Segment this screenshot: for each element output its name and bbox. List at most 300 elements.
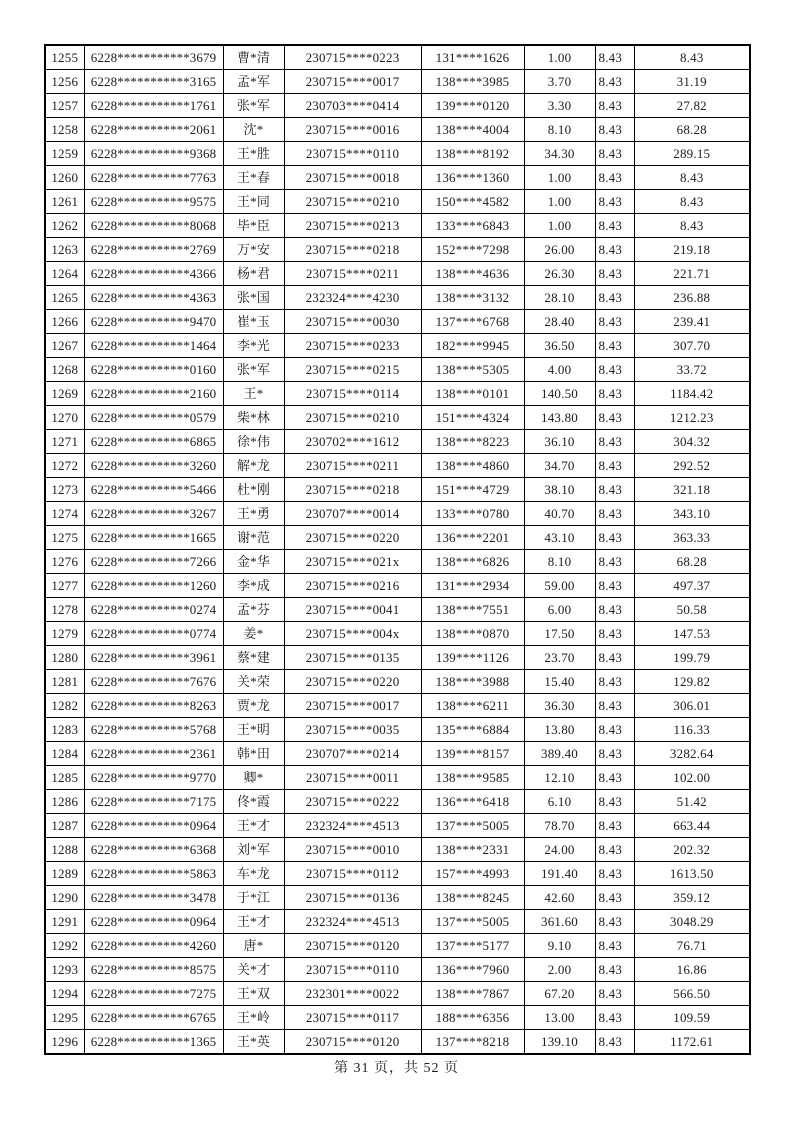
table-row (45, 430, 750, 454)
table-cell-phone: 138****6211 (421, 694, 524, 718)
table-cell-seq: 1275 (45, 526, 84, 550)
table-cell-id: 230715****0018 (284, 166, 421, 190)
table-cell-price: 8.43 (595, 886, 634, 910)
table-cell-total: 16.86 (634, 958, 750, 982)
table-cell-name: 李*成 (223, 574, 284, 598)
table-cell-total: 68.28 (634, 550, 750, 574)
table-cell-seq: 1259 (45, 142, 84, 166)
table-cell-name: 刘*军 (223, 838, 284, 862)
table-cell-name: 沈* (223, 118, 284, 142)
table-cell-phone: 137****5177 (421, 934, 524, 958)
table-row (45, 526, 750, 550)
table-cell-total: 76.71 (634, 934, 750, 958)
table-cell-price: 8.43 (595, 694, 634, 718)
table-cell-seq: 1257 (45, 94, 84, 118)
table-cell-amount: 28.10 (524, 286, 595, 310)
table-cell-card: 6228***********0579 (84, 406, 223, 430)
table-cell-id: 230715****0016 (284, 118, 421, 142)
table-cell-phone: 138****8223 (421, 430, 524, 454)
table-cell-total: 109.59 (634, 1006, 750, 1030)
table-cell-amount: 13.00 (524, 1006, 595, 1030)
table-cell-card: 6228***********5863 (84, 862, 223, 886)
table-row (45, 838, 750, 862)
table-cell-amount: 389.40 (524, 742, 595, 766)
table-cell-name: 徐*伟 (223, 430, 284, 454)
table-cell-seq: 1294 (45, 982, 84, 1006)
table-cell-card: 6228***********6368 (84, 838, 223, 862)
table-row (45, 670, 750, 694)
table-cell-card: 6228***********3961 (84, 646, 223, 670)
table-cell-amount: 43.10 (524, 526, 595, 550)
table-cell-card: 6228***********8575 (84, 958, 223, 982)
table-cell-price: 8.43 (595, 574, 634, 598)
table-cell-card: 6228***********9470 (84, 310, 223, 334)
page-footer: 第 31 页，共 52 页 (334, 1061, 459, 1076)
table-cell-id: 230715****0211 (284, 262, 421, 286)
table-cell-amount: 1.00 (524, 214, 595, 238)
table-cell-id: 230715****0220 (284, 526, 421, 550)
table-cell-seq: 1292 (45, 934, 84, 958)
table-cell-name: 曹*清 (223, 45, 284, 70)
table-row (45, 934, 750, 958)
table-cell-amount: 23.70 (524, 646, 595, 670)
table-cell-name: 王* (223, 382, 284, 406)
table-cell-card: 6228***********7676 (84, 670, 223, 694)
table-cell-seq: 1256 (45, 70, 84, 94)
table-cell-amount: 9.10 (524, 934, 595, 958)
table-cell-id: 230715****0135 (284, 646, 421, 670)
table-cell-seq: 1260 (45, 166, 84, 190)
table-cell-total: 221.71 (634, 262, 750, 286)
table-cell-phone: 136****2201 (421, 526, 524, 550)
table-cell-id: 230715****0120 (284, 934, 421, 958)
table-cell-seq: 1291 (45, 910, 84, 934)
table-cell-id: 232301****0022 (284, 982, 421, 1006)
table-cell-id: 230715****0215 (284, 358, 421, 382)
table-cell-id: 230715****0117 (284, 1006, 421, 1030)
table-cell-seq: 1272 (45, 454, 84, 478)
table-row (45, 694, 750, 718)
table-row (45, 142, 750, 166)
table-body (45, 45, 750, 1054)
table-cell-amount: 12.10 (524, 766, 595, 790)
table-cell-price: 8.43 (595, 718, 634, 742)
table-cell-amount: 34.70 (524, 454, 595, 478)
table-cell-card: 6228***********1365 (84, 1030, 223, 1055)
table-cell-seq: 1267 (45, 334, 84, 358)
table-cell-seq: 1263 (45, 238, 84, 262)
table-cell-phone: 138****3985 (421, 70, 524, 94)
table-cell-card: 6228***********7275 (84, 982, 223, 1006)
table-cell-price: 8.43 (595, 478, 634, 502)
table-cell-seq: 1268 (45, 358, 84, 382)
table-row (45, 886, 750, 910)
table-row (45, 598, 750, 622)
table-cell-total: 27.82 (634, 94, 750, 118)
table-cell-id: 230715****0114 (284, 382, 421, 406)
table-row (45, 310, 750, 334)
table-cell-phone: 157****4993 (421, 862, 524, 886)
table-cell-price: 8.43 (595, 742, 634, 766)
table-cell-amount: 34.30 (524, 142, 595, 166)
table-cell-total: 1212.23 (634, 406, 750, 430)
table-cell-price: 8.43 (595, 646, 634, 670)
table-cell-total: 102.00 (634, 766, 750, 790)
table-cell-phone: 138****8245 (421, 886, 524, 910)
table-cell-card: 6228***********4366 (84, 262, 223, 286)
table-cell-price: 8.43 (595, 526, 634, 550)
table-cell-amount: 28.40 (524, 310, 595, 334)
table-cell-name: 于*江 (223, 886, 284, 910)
table-cell-name: 张*国 (223, 286, 284, 310)
table-cell-seq: 1283 (45, 718, 84, 742)
table-cell-price: 8.43 (595, 958, 634, 982)
table-cell-total: 1184.42 (634, 382, 750, 406)
table-cell-phone: 139****8157 (421, 742, 524, 766)
table-cell-name: 柴*林 (223, 406, 284, 430)
table-cell-seq: 1273 (45, 478, 84, 502)
table-cell-id: 230715****0017 (284, 694, 421, 718)
table-cell-id: 230715****004x (284, 622, 421, 646)
table-cell-total: 199.79 (634, 646, 750, 670)
table-cell-card: 6228***********7763 (84, 166, 223, 190)
table-cell-card: 6228***********0774 (84, 622, 223, 646)
table-cell-id: 230715****0210 (284, 406, 421, 430)
table-cell-phone: 138****6826 (421, 550, 524, 574)
table-cell-id: 230715****0216 (284, 574, 421, 598)
table-cell-name: 张*军 (223, 94, 284, 118)
table-cell-card: 6228***********3260 (84, 454, 223, 478)
table-cell-id: 230715****0136 (284, 886, 421, 910)
table-row (45, 454, 750, 478)
table-cell-price: 8.43 (595, 910, 634, 934)
table-cell-name: 关*荣 (223, 670, 284, 694)
table-cell-name: 唐* (223, 934, 284, 958)
table-cell-amount: 36.30 (524, 694, 595, 718)
table-cell-total: 343.10 (634, 502, 750, 526)
table-cell-phone: 138****9585 (421, 766, 524, 790)
table-cell-name: 贾*龙 (223, 694, 284, 718)
table-cell-total: 8.43 (634, 214, 750, 238)
table-row (45, 1006, 750, 1030)
table-cell-name: 蔡*建 (223, 646, 284, 670)
table-cell-card: 6228***********2160 (84, 382, 223, 406)
table-cell-phone: 151****4324 (421, 406, 524, 430)
table-cell-id: 230715****0218 (284, 238, 421, 262)
table-cell-name: 李*光 (223, 334, 284, 358)
table-cell-amount: 6.10 (524, 790, 595, 814)
table-cell-name: 王*春 (223, 166, 284, 190)
table-row (45, 502, 750, 526)
table-cell-total: 3048.29 (634, 910, 750, 934)
table-cell-id: 230715****0110 (284, 142, 421, 166)
table-cell-phone: 138****7867 (421, 982, 524, 1006)
table-row (45, 286, 750, 310)
table-cell-name: 王*岭 (223, 1006, 284, 1030)
table-row (45, 70, 750, 94)
table-cell-name: 杨*君 (223, 262, 284, 286)
table-cell-price: 8.43 (595, 310, 634, 334)
table-cell-price: 8.43 (595, 598, 634, 622)
table-cell-id: 230703****0414 (284, 94, 421, 118)
table-cell-seq: 1266 (45, 310, 84, 334)
table-cell-seq: 1276 (45, 550, 84, 574)
table-cell-card: 6228***********3165 (84, 70, 223, 94)
table-cell-card: 6228***********8263 (84, 694, 223, 718)
table-cell-amount: 1.00 (524, 190, 595, 214)
table-cell-seq: 1296 (45, 1030, 84, 1055)
table-cell-amount: 3.70 (524, 70, 595, 94)
table-cell-price: 8.43 (595, 358, 634, 382)
table-cell-phone: 138****3988 (421, 670, 524, 694)
table-cell-seq: 1279 (45, 622, 84, 646)
table-cell-name: 孟*芬 (223, 598, 284, 622)
table-cell-total: 304.32 (634, 430, 750, 454)
table-cell-phone: 138****3132 (421, 286, 524, 310)
table-row (45, 742, 750, 766)
table-row (45, 982, 750, 1006)
table-cell-card: 6228***********2061 (84, 118, 223, 142)
table-cell-amount: 361.60 (524, 910, 595, 934)
table-cell-seq: 1293 (45, 958, 84, 982)
table-row (45, 94, 750, 118)
table-cell-amount: 78.70 (524, 814, 595, 838)
table-cell-seq: 1278 (45, 598, 84, 622)
table-cell-phone: 182****9945 (421, 334, 524, 358)
table-cell-total: 51.42 (634, 790, 750, 814)
table-cell-phone: 138****4860 (421, 454, 524, 478)
table-cell-price: 8.43 (595, 166, 634, 190)
table-cell-total: 147.53 (634, 622, 750, 646)
table-row (45, 646, 750, 670)
table-cell-phone: 131****1626 (421, 45, 524, 70)
table-row (45, 814, 750, 838)
table-cell-name: 佟*霞 (223, 790, 284, 814)
table-cell-id: 230715****0010 (284, 838, 421, 862)
table-row (45, 574, 750, 598)
table-cell-phone: 138****8192 (421, 142, 524, 166)
table-cell-amount: 13.80 (524, 718, 595, 742)
payment-table (44, 44, 751, 1055)
table-cell-amount: 38.10 (524, 478, 595, 502)
table-cell-total: 663.44 (634, 814, 750, 838)
table-cell-card: 6228***********0964 (84, 814, 223, 838)
table-cell-price: 8.43 (595, 454, 634, 478)
table-cell-price: 8.43 (595, 190, 634, 214)
table-cell-total: 236.88 (634, 286, 750, 310)
table-cell-id: 230715****0110 (284, 958, 421, 982)
table-row (45, 862, 750, 886)
table-cell-phone: 137****5005 (421, 910, 524, 934)
table-cell-card: 6228***********9575 (84, 190, 223, 214)
table-cell-price: 8.43 (595, 838, 634, 862)
table-cell-id: 230715****0210 (284, 190, 421, 214)
table-cell-amount: 40.70 (524, 502, 595, 526)
table-cell-total: 289.15 (634, 142, 750, 166)
table-cell-total: 1172.61 (634, 1030, 750, 1055)
table-cell-id: 230715****0112 (284, 862, 421, 886)
table-row (45, 958, 750, 982)
table-cell-price: 8.43 (595, 814, 634, 838)
table-cell-id: 230715****0211 (284, 454, 421, 478)
table-cell-price: 8.43 (595, 142, 634, 166)
table-cell-seq: 1277 (45, 574, 84, 598)
table-cell-price: 8.43 (595, 982, 634, 1006)
table-cell-id: 232324****4513 (284, 814, 421, 838)
table-row (45, 766, 750, 790)
table-cell-card: 6228***********0274 (84, 598, 223, 622)
table-cell-amount: 4.00 (524, 358, 595, 382)
table-cell-price: 8.43 (595, 262, 634, 286)
table-row (45, 45, 750, 70)
table-cell-seq: 1288 (45, 838, 84, 862)
table-cell-card: 6228***********3478 (84, 886, 223, 910)
table-cell-seq: 1258 (45, 118, 84, 142)
table-cell-total: 292.52 (634, 454, 750, 478)
table-cell-seq: 1290 (45, 886, 84, 910)
table-cell-amount: 6.00 (524, 598, 595, 622)
table-cell-seq: 1280 (45, 646, 84, 670)
table-cell-price: 8.43 (595, 622, 634, 646)
table-cell-amount: 143.80 (524, 406, 595, 430)
table-cell-name: 王*明 (223, 718, 284, 742)
table-row (45, 166, 750, 190)
table-cell-price: 8.43 (595, 45, 634, 70)
table-cell-amount: 191.40 (524, 862, 595, 886)
table-cell-phone: 151****4729 (421, 478, 524, 502)
table-cell-card: 6228***********2769 (84, 238, 223, 262)
table-cell-total: 8.43 (634, 45, 750, 70)
table-row (45, 238, 750, 262)
table-cell-card: 6228***********9368 (84, 142, 223, 166)
table-cell-seq: 1289 (45, 862, 84, 886)
table-cell-id: 230715****0233 (284, 334, 421, 358)
table-cell-seq: 1264 (45, 262, 84, 286)
table-cell-seq: 1271 (45, 430, 84, 454)
table-cell-name: 崔*玉 (223, 310, 284, 334)
table-row (45, 790, 750, 814)
table-row (45, 262, 750, 286)
table-cell-id: 230715****0222 (284, 790, 421, 814)
table-cell-card: 6228***********0160 (84, 358, 223, 382)
table-cell-seq: 1265 (45, 286, 84, 310)
table-cell-name: 解*龙 (223, 454, 284, 478)
table-cell-amount: 36.10 (524, 430, 595, 454)
table-cell-seq: 1262 (45, 214, 84, 238)
table-row (45, 1030, 750, 1055)
table-cell-card: 6228***********6765 (84, 1006, 223, 1030)
table-cell-phone: 138****4636 (421, 262, 524, 286)
table-cell-id: 230715****0223 (284, 45, 421, 70)
table-cell-seq: 1295 (45, 1006, 84, 1030)
table-row (45, 334, 750, 358)
table-cell-id: 232324****4513 (284, 910, 421, 934)
table-row (45, 118, 750, 142)
table-row (45, 406, 750, 430)
table-cell-phone: 138****2331 (421, 838, 524, 862)
table-row (45, 550, 750, 574)
table-cell-name: 卿* (223, 766, 284, 790)
table-cell-seq: 1270 (45, 406, 84, 430)
table-cell-price: 8.43 (595, 934, 634, 958)
table-cell-seq: 1282 (45, 694, 84, 718)
table-cell-card: 6228***********7266 (84, 550, 223, 574)
table-cell-id: 230715****0218 (284, 478, 421, 502)
table-cell-phone: 138****4004 (421, 118, 524, 142)
table-cell-total: 307.70 (634, 334, 750, 358)
table-cell-id: 230715****0030 (284, 310, 421, 334)
table-cell-name: 孟*军 (223, 70, 284, 94)
table-cell-phone: 135****6884 (421, 718, 524, 742)
table-cell-phone: 137****6768 (421, 310, 524, 334)
table-cell-phone: 139****1126 (421, 646, 524, 670)
table-cell-card: 6228***********4260 (84, 934, 223, 958)
table-row (45, 718, 750, 742)
table-cell-card: 6228***********4363 (84, 286, 223, 310)
table-row (45, 382, 750, 406)
table-cell-name: 关*才 (223, 958, 284, 982)
table-cell-card: 6228***********8068 (84, 214, 223, 238)
table-cell-name: 张*军 (223, 358, 284, 382)
table-cell-total: 239.41 (634, 310, 750, 334)
table-cell-card: 6228***********5768 (84, 718, 223, 742)
table-cell-price: 8.43 (595, 118, 634, 142)
table-cell-amount: 1.00 (524, 45, 595, 70)
table-cell-amount: 8.10 (524, 118, 595, 142)
table-cell-total: 31.19 (634, 70, 750, 94)
table-cell-amount: 2.00 (524, 958, 595, 982)
table-cell-price: 8.43 (595, 70, 634, 94)
table-cell-amount: 59.00 (524, 574, 595, 598)
table-cell-amount: 8.10 (524, 550, 595, 574)
table-cell-seq: 1274 (45, 502, 84, 526)
table-cell-total: 116.33 (634, 718, 750, 742)
table-cell-phone: 150****4582 (421, 190, 524, 214)
table-cell-phone: 139****0120 (421, 94, 524, 118)
table-row (45, 478, 750, 502)
table-cell-price: 8.43 (595, 1006, 634, 1030)
table-cell-phone: 188****6356 (421, 1006, 524, 1030)
table-cell-name: 金*华 (223, 550, 284, 574)
table-cell-name: 韩*田 (223, 742, 284, 766)
table-row (45, 214, 750, 238)
table-cell-total: 359.12 (634, 886, 750, 910)
table-cell-card: 6228***********9770 (84, 766, 223, 790)
table-cell-amount: 139.10 (524, 1030, 595, 1055)
table-cell-phone: 136****6418 (421, 790, 524, 814)
table-cell-id: 230702****1612 (284, 430, 421, 454)
table-cell-price: 8.43 (595, 670, 634, 694)
table-cell-seq: 1281 (45, 670, 84, 694)
table-cell-price: 8.43 (595, 382, 634, 406)
table-cell-total: 50.58 (634, 598, 750, 622)
table-cell-price: 8.43 (595, 502, 634, 526)
table-cell-card: 6228***********1761 (84, 94, 223, 118)
table-cell-name: 王*同 (223, 190, 284, 214)
table-cell-amount: 26.30 (524, 262, 595, 286)
table-cell-price: 8.43 (595, 766, 634, 790)
table-cell-id: 230715****0035 (284, 718, 421, 742)
table-cell-seq: 1269 (45, 382, 84, 406)
table-cell-phone: 133****0780 (421, 502, 524, 526)
table-cell-name: 王*才 (223, 814, 284, 838)
table-cell-id: 230715****0220 (284, 670, 421, 694)
table-cell-card: 6228***********2361 (84, 742, 223, 766)
table-cell-card: 6228***********3267 (84, 502, 223, 526)
table-cell-name: 毕*臣 (223, 214, 284, 238)
table-cell-name: 王*胜 (223, 142, 284, 166)
table-cell-id: 232324****4230 (284, 286, 421, 310)
